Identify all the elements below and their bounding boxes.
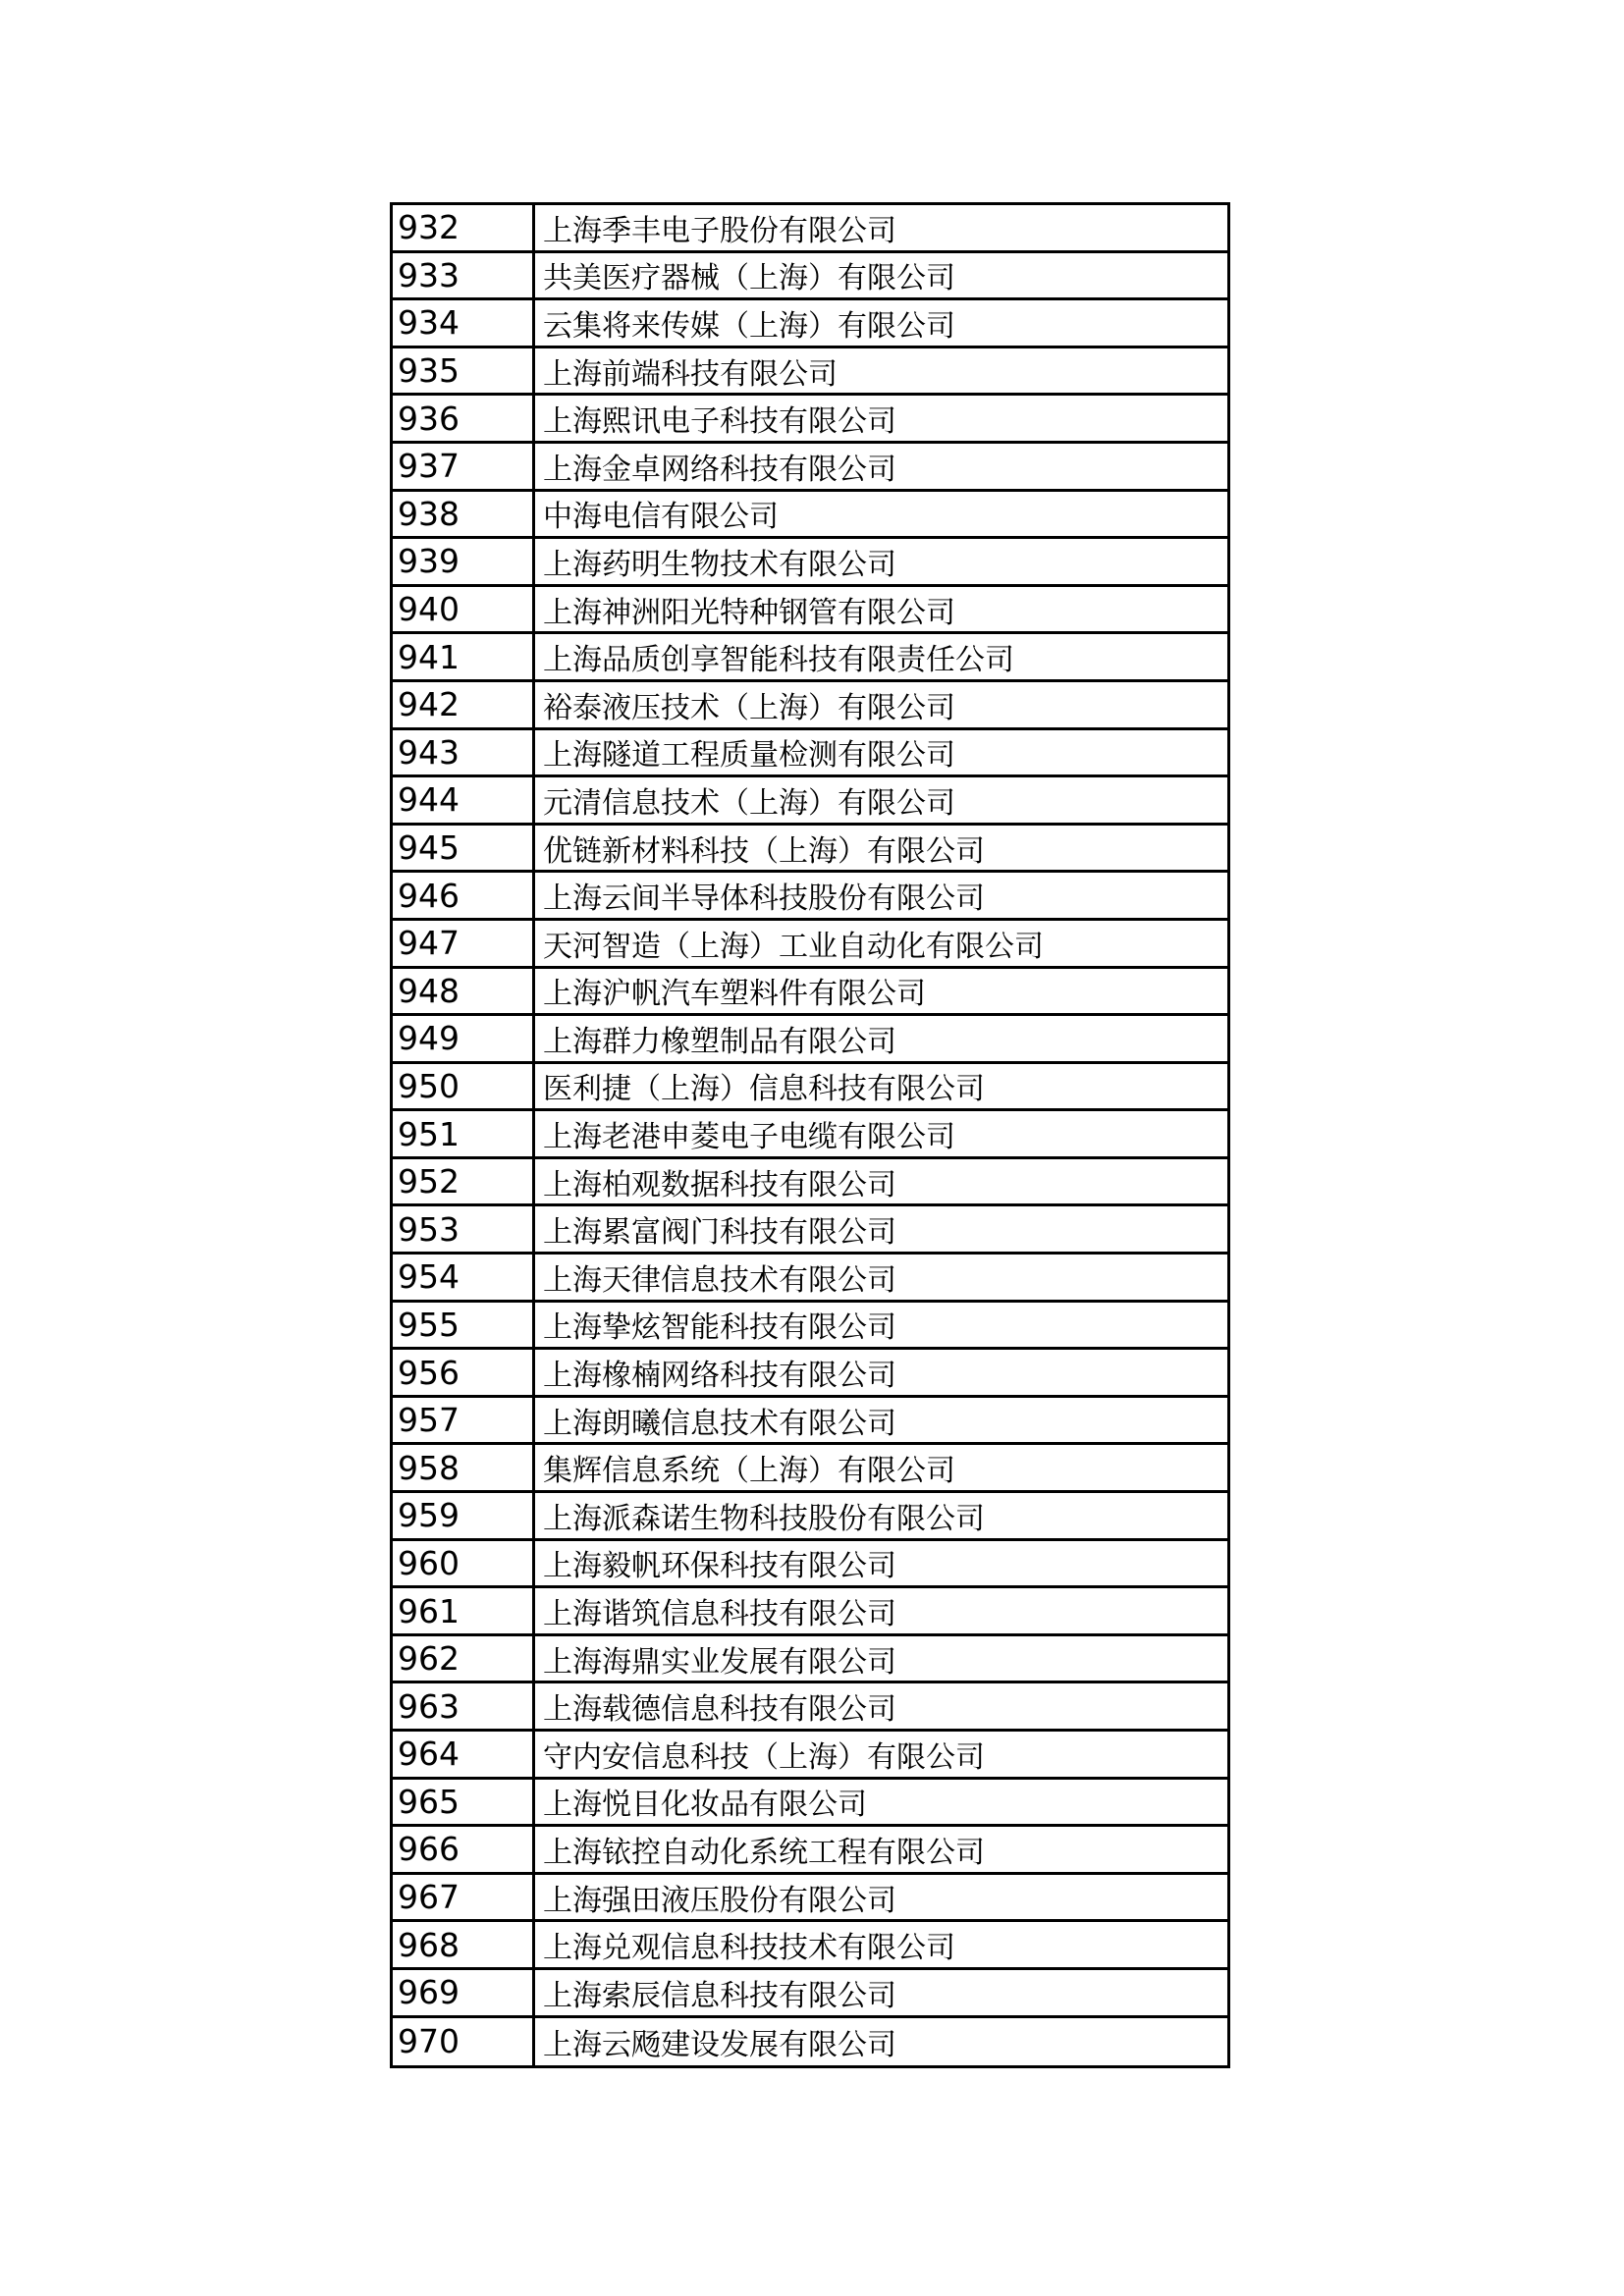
table-row [393, 205, 1227, 253]
company-name-cell: 上海毅帆环保科技有限公司 [543, 1550, 896, 1583]
table-row [393, 1827, 1227, 1875]
table-row [393, 730, 1227, 778]
table-row [393, 1159, 1227, 1207]
company-name-cell: 上海熙讯电子科技有限公司 [543, 405, 896, 439]
table-row [393, 1064, 1227, 1112]
row-number-cell: 943 [393, 730, 535, 775]
table-row [393, 2018, 1227, 2066]
row-number-cell: 950 [393, 1064, 535, 1109]
table-row [393, 1111, 1227, 1159]
table-row [393, 1398, 1227, 1446]
row-number-cell: 961 [393, 1588, 535, 1633]
table-row [393, 1588, 1227, 1636]
company-name-cell: 上海药明生物技术有限公司 [543, 548, 896, 581]
company-name-cell: 上海柏观数据科技有限公司 [543, 1168, 896, 1201]
company-name-cell: 云集将来传媒（上海）有限公司 [543, 309, 955, 343]
table-row [393, 682, 1227, 730]
row-number-cell: 957 [393, 1398, 535, 1443]
row-number-cell: 949 [393, 1016, 535, 1061]
table-row [393, 826, 1227, 874]
table-row [393, 1780, 1227, 1828]
row-number-cell: 969 [393, 1970, 535, 2015]
company-name-cell: 上海沪帆汽车塑料件有限公司 [543, 978, 926, 1011]
company-name-cell: 优链新材料科技（上海）有限公司 [543, 834, 985, 868]
company-name-cell: 上海隧道工程质量检测有限公司 [543, 739, 955, 773]
row-number-cell: 968 [393, 1922, 535, 1967]
company-name-cell: 共美医疗器械（上海）有限公司 [543, 262, 955, 295]
table-row [393, 921, 1227, 969]
row-number-cell: 954 [393, 1255, 535, 1300]
row-number-cell: 938 [393, 492, 535, 537]
row-number-cell: 951 [393, 1111, 535, 1156]
table-row [393, 1732, 1227, 1780]
row-number-cell: 960 [393, 1541, 535, 1586]
company-name-cell: 集辉信息系统（上海）有限公司 [543, 1455, 955, 1488]
table-row [393, 1875, 1227, 1923]
row-number-cell: 952 [393, 1159, 535, 1204]
table-row [393, 253, 1227, 301]
row-number-cell: 965 [393, 1780, 535, 1825]
row-number-cell: 941 [393, 634, 535, 679]
company-name-cell: 上海铱控自动化系统工程有限公司 [543, 1836, 985, 1869]
row-number-cell: 936 [393, 396, 535, 441]
row-number-cell: 953 [393, 1206, 535, 1252]
company-name-cell: 裕泰液压技术（上海）有限公司 [543, 691, 955, 724]
company-name-cell: 上海兑观信息科技技术有限公司 [543, 1932, 955, 1965]
row-number-cell: 967 [393, 1875, 535, 1920]
company-name-cell: 医利捷（上海）信息科技有限公司 [543, 1073, 985, 1106]
row-number-cell: 955 [393, 1303, 535, 1348]
company-name-cell: 上海派森诺生物科技股份有限公司 [543, 1502, 985, 1535]
row-number-cell: 935 [393, 348, 535, 394]
company-name-cell: 上海累富阀门科技有限公司 [543, 1216, 896, 1250]
company-name-cell: 上海前端科技有限公司 [543, 357, 838, 391]
company-name-cell: 上海挚炫智能科技有限公司 [543, 1311, 896, 1345]
table-row [393, 492, 1227, 540]
company-name-cell: 上海金卓网络科技有限公司 [543, 453, 896, 486]
row-number-cell: 939 [393, 539, 535, 584]
company-name-cell: 上海品质创享智能科技有限责任公司 [543, 644, 1014, 677]
company-name-cell: 上海云飏建设发展有限公司 [543, 2028, 896, 2061]
table-row [393, 969, 1227, 1017]
company-name-cell: 上海载德信息科技有限公司 [543, 1693, 896, 1727]
table-row [393, 1206, 1227, 1255]
row-number-cell: 962 [393, 1636, 535, 1682]
table-row [393, 1350, 1227, 1398]
table-row [393, 1541, 1227, 1589]
row-number-cell: 966 [393, 1827, 535, 1872]
company-list-table [390, 202, 1230, 2068]
row-number-cell: 942 [393, 682, 535, 727]
table-row [393, 1970, 1227, 2018]
row-number-cell: 963 [393, 1683, 535, 1729]
row-number-cell: 946 [393, 873, 535, 918]
table-row [393, 1683, 1227, 1732]
row-number-cell: 964 [393, 1732, 535, 1777]
company-name-cell: 上海天律信息技术有限公司 [543, 1263, 896, 1297]
row-number-cell: 958 [393, 1445, 535, 1490]
row-number-cell: 933 [393, 253, 535, 298]
row-number-cell: 956 [393, 1350, 535, 1395]
table-row [393, 1016, 1227, 1064]
company-name-cell: 中海电信有限公司 [543, 501, 779, 534]
row-number-cell: 940 [393, 587, 535, 632]
company-name-cell: 天河智造（上海）工业自动化有限公司 [543, 930, 1044, 963]
table-row [393, 1255, 1227, 1303]
table-row [393, 444, 1227, 492]
table-row [393, 1636, 1227, 1684]
company-name-cell: 元清信息技术（上海）有限公司 [543, 786, 955, 820]
table-row [393, 539, 1227, 587]
row-number-cell: 970 [393, 2018, 535, 2066]
company-name-cell: 上海群力橡塑制品有限公司 [543, 1025, 896, 1058]
company-name-cell: 上海神洲阳光特种钢管有限公司 [543, 596, 955, 629]
table-row [393, 348, 1227, 397]
company-name-cell: 上海朗曦信息技术有限公司 [543, 1407, 896, 1440]
row-number-cell: 937 [393, 444, 535, 489]
company-name-cell: 上海谐筑信息科技有限公司 [543, 1598, 896, 1631]
table-row [393, 1303, 1227, 1351]
table-row [393, 634, 1227, 682]
table-row [393, 777, 1227, 826]
row-number-cell: 959 [393, 1493, 535, 1538]
company-name-cell: 上海季丰电子股份有限公司 [543, 214, 896, 247]
company-name-cell: 上海海鼎实业发展有限公司 [543, 1645, 896, 1679]
table-row [393, 1445, 1227, 1493]
table-row [393, 873, 1227, 921]
company-name-cell: 守内安信息科技（上海）有限公司 [543, 1740, 985, 1774]
table-row [393, 1493, 1227, 1541]
row-number-cell: 948 [393, 969, 535, 1014]
company-name-cell: 上海橡楠网络科技有限公司 [543, 1360, 896, 1393]
company-name-cell: 上海云间半导体科技股份有限公司 [543, 882, 985, 916]
table-row [393, 300, 1227, 348]
table-row [393, 396, 1227, 444]
row-number-cell: 932 [393, 205, 535, 250]
table-row [393, 587, 1227, 635]
company-name-cell: 上海老港申菱电子电缆有限公司 [543, 1121, 955, 1154]
row-number-cell: 944 [393, 777, 535, 823]
company-name-cell: 上海强田液压股份有限公司 [543, 1884, 896, 1917]
row-number-cell: 947 [393, 921, 535, 966]
company-name-cell: 上海悦目化妆品有限公司 [543, 1789, 867, 1822]
table-row [393, 1922, 1227, 1970]
row-number-cell: 945 [393, 826, 535, 871]
company-name-cell: 上海索辰信息科技有限公司 [543, 1979, 896, 2012]
row-number-cell: 934 [393, 300, 535, 346]
